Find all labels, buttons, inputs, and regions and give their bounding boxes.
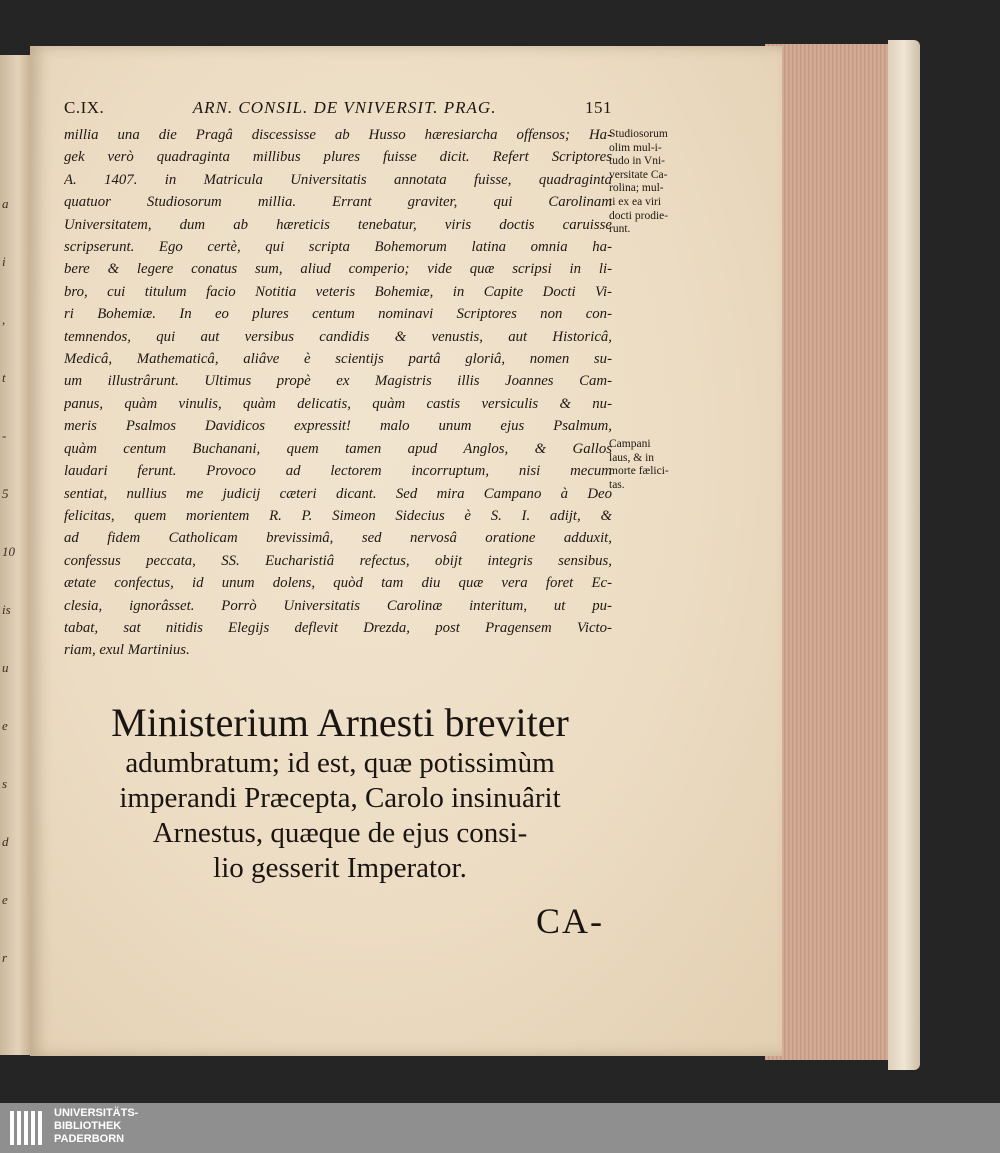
margin-note-line: Studiosorum — [609, 128, 668, 140]
margin-note-line: docti prodie- — [609, 209, 669, 222]
body-text — [64, 124, 612, 662]
margin-note-line: rolina; mul- — [609, 182, 664, 195]
body-line: A. 1407. in Matricula Universitatis annotata fuisse, quadraginta — [64, 171, 612, 188]
library-logo-icon — [10, 1111, 44, 1145]
body-line: Universitatem, dum ab hæreticis tenebatur, viris doctis caruisse — [64, 216, 612, 233]
running-header — [64, 98, 612, 118]
margin-note-line: Campani — [609, 438, 651, 450]
body-line: laudari ferunt. Provoco ad lectorem incorruptum, nisi mecum — [64, 463, 612, 480]
body-line: gek verò quadraginta millibus plures fuisse dicit. Refert Scriptores — [64, 149, 612, 166]
left-page-edge — [0, 55, 30, 1055]
body-line: bere & legere conatus sum, aliud comperio; vide quæ scripsi in li- — [64, 261, 612, 278]
body-line: felicitas, quem morientem R. P. Simeon Sidecius è S. I. adijt, & — [64, 507, 612, 524]
body-line: millia una die Pragâ discessisse ab Husso hæresiarcha offensos; Ha- — [64, 127, 612, 143]
body-line: quàm centum Buchanani, quem tamen apud Anglos, & Gallos — [64, 440, 612, 457]
margin-note-line: morte fælici- — [609, 465, 669, 478]
left-page-mark: 10 — [2, 544, 15, 559]
body-line: tabat, sat nitidis Elegijs deflevit Drezda, post Pragensem Victo- — [64, 619, 612, 636]
catchword: CA- — [536, 901, 604, 941]
margin-note-studiosorum — [609, 128, 709, 237]
margin-note-line: versitate Ca- — [609, 168, 668, 181]
body-line: riam, exul Martinius. — [64, 642, 190, 659]
left-page-mark: is — [2, 602, 11, 617]
body-line: ætate confectus, id unum dolens, quòd tam diu quæ vera foret Ec- — [64, 575, 612, 592]
header-chapter: C.IX. — [64, 98, 105, 117]
body-line: bro, cui titulum facio Notitia veteris Bohemiæ, in Capite Docti Vi- — [64, 283, 612, 300]
margin-note-line: ti ex ea viri — [609, 195, 662, 208]
left-page-marks — [2, 175, 26, 987]
margin-note-line: olim mul-i- — [609, 141, 662, 154]
margin-note-line: tudo in Vni- — [609, 155, 666, 168]
body-line: meris Psalmos Davidicos expressit! malo unum ejus Psalmum, — [64, 418, 612, 435]
margin-note-line: runt. — [609, 223, 631, 236]
body-line: ri Bohemiæ. In eo plures centum nominavi Scriptores non con- — [64, 306, 612, 323]
left-page-mark: i — [2, 254, 6, 269]
body-line: panus, quàm vinulis, quàm delicatis, quàm castis versiculis & nu- — [64, 395, 612, 412]
book-cover-rim — [888, 40, 920, 1070]
margin-note-line: laus, & in — [609, 451, 655, 464]
left-page-mark: r — [2, 950, 8, 965]
left-page-mark: s — [2, 776, 8, 791]
logo-line-3: PADERBORN — [54, 1133, 125, 1145]
left-page-mark: d — [2, 834, 9, 849]
body-line: Medicâ, Mathematicâ, aliâve è scientijs partâ gloriâ, nomen su- — [64, 351, 612, 368]
logo-line-2: BIBLIOTHEK — [54, 1120, 122, 1132]
page-number: 151 — [584, 98, 612, 117]
body-line: clesia, ignorâsset. Porrò Universitatis Carolinæ interitum, ut pu- — [64, 597, 612, 614]
book-fore-edge — [765, 44, 891, 1060]
body-line: sentiat, nullius me judicij cæteri dicant. Sed mira Campano à Deo — [64, 485, 612, 502]
body-line: confessus peccata, SS. Eucharistiâ refectus, obijt integris sensibus, — [64, 552, 612, 569]
heading-line-4: Arnestus, quæque de ejus consi- — [152, 817, 528, 849]
body-line: um illustrârunt. Ultimus propè ex Magistris illis Joannes Cam- — [64, 373, 612, 390]
heading-line-2: adumbratum; id est, quæ potissimùm — [125, 747, 555, 779]
left-page-mark: t — [2, 370, 6, 385]
left-page-mark: a — [2, 196, 9, 211]
left-page-mark: - — [2, 428, 7, 443]
heading-line-3: imperandi Præcepta, Carolo insinuârit — [119, 782, 561, 814]
left-page-mark: e — [2, 718, 8, 733]
body-line: temnendos, qui aut versibus candidis & venustis, aut Historicâ, — [64, 328, 612, 345]
logo-line-1: UNIVERSITÄTS- — [54, 1107, 139, 1119]
library-logo-text — [54, 1107, 138, 1146]
margin-note-line: tas. — [609, 478, 625, 491]
heading-line-1: Ministerium Arnesti breviter — [111, 700, 569, 745]
heading-line-5: lio gesserit Imperator. — [213, 852, 467, 884]
left-page-mark: u — [2, 660, 9, 675]
left-page-mark: e — [2, 892, 8, 907]
margin-note-campani — [609, 438, 709, 492]
section-heading — [60, 700, 620, 886]
library-footer — [0, 1103, 1000, 1153]
body-line: scripserunt. Ego certè, qui scripta Bohemorum latina omnia ha- — [64, 239, 612, 256]
left-page-mark: , — [2, 312, 6, 327]
left-page-mark: 5 — [2, 486, 9, 501]
body-line: ad fidem Catholicam brevissimâ, sed nervosâ oratione adduxit, — [64, 530, 612, 547]
header-title: ARN. CONSIL. DE VNIVERSIT. PRAG. — [192, 98, 497, 117]
body-line: quatuor Studiosorum millia. Errant graviter, qui Carolinam — [64, 194, 612, 211]
